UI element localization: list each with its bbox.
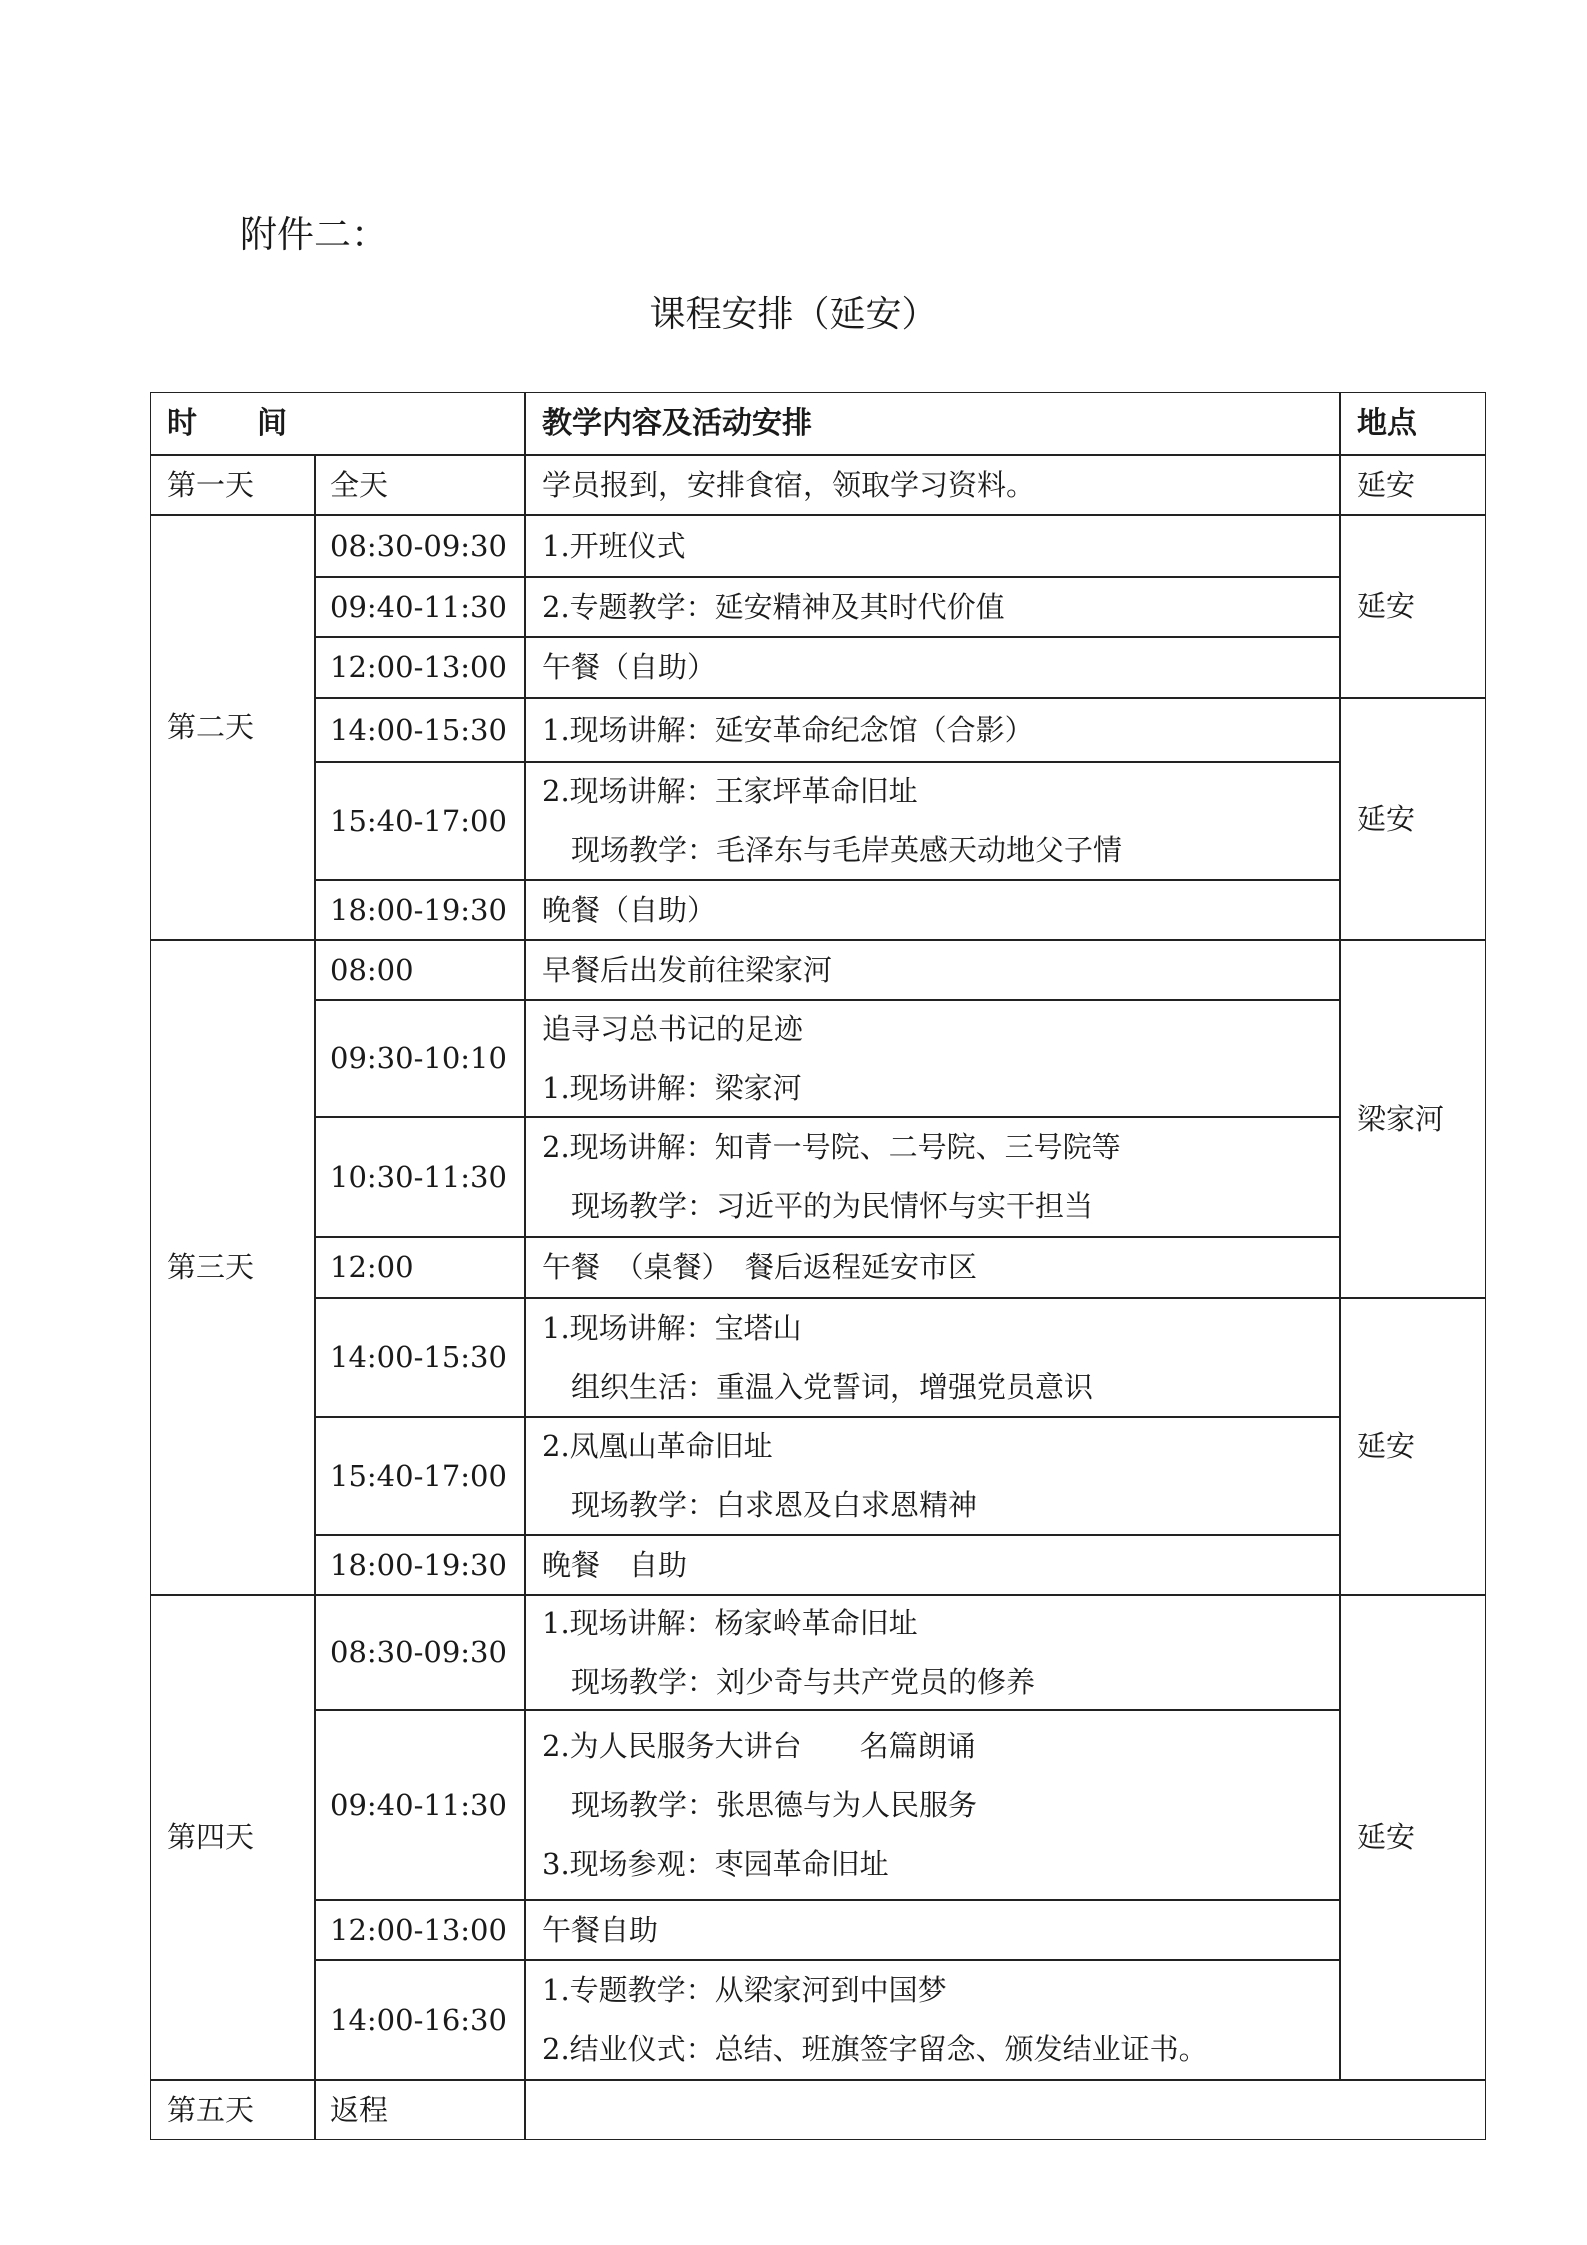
time-label: 18:00-19:30 — [330, 892, 507, 927]
activity-cell — [525, 515, 1340, 577]
day-label: 第五天 — [167, 2092, 255, 2127]
time-label: 08:30-09:30 — [330, 528, 507, 563]
time-label: 10:30-11:30 — [330, 1159, 507, 1194]
time-cell — [315, 637, 525, 698]
activity-line: 2.现场讲解：王家坪革命旧址 — [542, 774, 918, 808]
time-label: 09:40-11:30 — [330, 589, 507, 624]
activity-cell — [525, 762, 1340, 880]
place-cell — [1340, 515, 1486, 698]
activity-line: 2.专题教学：延安精神及其时代价值 — [542, 589, 1005, 624]
activity-line: 1.现场讲解：延安革命纪念馆（合影） — [542, 712, 1034, 747]
activity-line: 晚餐 自助 — [542, 1547, 688, 1582]
activity-line: 1.现场讲解：杨家岭革命旧址 — [542, 1605, 918, 1640]
time-cell — [315, 1417, 525, 1535]
activity-cell — [525, 1117, 1340, 1237]
place-cell — [1340, 1595, 1486, 2080]
activity-line: 2.现场讲解：知青一号院、二号院、三号院等 — [542, 1130, 1121, 1164]
activity-cell — [525, 1710, 1340, 1900]
time-cell — [315, 577, 525, 637]
activity-line: 2.凤凰山革命旧址 — [542, 1429, 773, 1463]
time-cell — [315, 762, 525, 880]
annex-label: 附件二： — [240, 213, 388, 256]
activity-cell — [525, 880, 1340, 940]
activity-cell — [525, 1417, 1340, 1535]
place-label: 延安 — [1357, 1820, 1416, 1854]
day-label: 第一天 — [167, 467, 255, 502]
activity-line: 现场教学：习近平的为民情怀与实干担当 — [542, 1189, 1094, 1223]
place-cell — [1340, 698, 1486, 940]
time-cell — [315, 1117, 525, 1237]
activity-line: 2.结业仪式：总结、班旗签字留念、颁发结业证书。 — [542, 2032, 1208, 2066]
place-label: 延安 — [1357, 801, 1416, 836]
activity-line: 午餐（自助） — [542, 650, 717, 684]
place-label: 延安 — [1357, 467, 1416, 502]
activity-line: 现场教学：白求恩及白求恩精神 — [542, 1488, 978, 1522]
place-label: 梁家河 — [1357, 1101, 1445, 1136]
day-cell — [150, 515, 315, 940]
activity-cell — [525, 1237, 1340, 1298]
activity-line: 1.专题教学：从梁家河到中国梦 — [542, 1973, 947, 2007]
time-label: 返程 — [330, 2092, 389, 2127]
activity-line: 1.现场讲解：宝塔山 — [542, 1310, 802, 1345]
activity-line: 现场教学：刘少奇与共产党员的修养 — [542, 1664, 1036, 1699]
day-cell — [150, 1595, 315, 2080]
header-content-label: 教学内容及活动安排 — [542, 406, 812, 441]
time-label: 全天 — [330, 467, 389, 502]
header-content — [525, 392, 1340, 455]
time-cell — [315, 515, 525, 577]
time-label: 14:00-15:30 — [330, 712, 507, 747]
activity-cell — [525, 940, 1340, 1000]
day-label: 第四天 — [167, 1820, 255, 1854]
time-cell — [315, 1000, 525, 1117]
time-cell — [315, 1298, 525, 1417]
day-cell — [150, 2080, 315, 2140]
activity-line: 学员报到，安排食宿，领取学习资料。 — [542, 467, 1036, 502]
time-cell — [315, 1595, 525, 1710]
activity-cell — [525, 577, 1340, 637]
time-label: 08:00 — [330, 952, 414, 987]
place-label: 延安 — [1357, 589, 1416, 623]
schedule-title: 课程安排（延安） — [649, 294, 938, 335]
activity-line: 组织生活：重温入党誓词，增强党员意识 — [542, 1369, 1094, 1404]
time-label: 12:00-13:00 — [330, 650, 507, 684]
place-cell — [1340, 1298, 1486, 1595]
day-label: 第三天 — [167, 1250, 255, 1284]
activity-cell — [525, 1000, 1340, 1117]
place-cell — [1340, 455, 1486, 515]
activity-line: 2.为人民服务大讲台 名篇朗诵 — [542, 1728, 976, 1763]
time-cell — [315, 1237, 525, 1298]
header-time-label: 时 间 — [167, 406, 287, 441]
day-cell — [150, 940, 315, 1595]
time-cell — [315, 880, 525, 940]
activity-cell — [525, 2080, 1486, 2140]
activity-line: 晚餐（自助） — [542, 892, 717, 927]
time-cell — [315, 1535, 525, 1595]
time-label: 18:00-19:30 — [330, 1547, 507, 1582]
time-cell — [315, 455, 525, 515]
activity-cell — [525, 698, 1340, 762]
time-label: 08:30-09:30 — [330, 1635, 507, 1669]
activity-line: 现场教学：毛泽东与毛岸英感天动地父子情 — [542, 833, 1123, 867]
header-place — [1340, 392, 1486, 455]
activity-cell — [525, 1298, 1340, 1417]
time-label: 09:30-10:10 — [330, 1041, 507, 1075]
activity-cell — [525, 1595, 1340, 1710]
time-label: 14:00-16:30 — [330, 2002, 507, 2037]
time-cell — [315, 2080, 525, 2140]
day-cell — [150, 455, 315, 515]
time-label: 09:40-11:30 — [330, 1787, 507, 1822]
activity-cell — [525, 455, 1340, 515]
time-label: 15:40-17:00 — [330, 1458, 507, 1493]
activity-line: 早餐后出发前往梁家河 — [542, 952, 833, 987]
activity-cell — [525, 637, 1340, 698]
activity-line: 1.现场讲解：梁家河 — [542, 1070, 802, 1105]
header-place-label: 地点 — [1357, 406, 1417, 441]
header-time — [150, 392, 525, 455]
activity-line: 午餐 （桌餐） 餐后返程延安市区 — [542, 1250, 978, 1284]
activity-line: 1.开班仪式 — [542, 528, 686, 563]
time-label: 14:00-15:30 — [330, 1340, 507, 1374]
time-cell — [315, 698, 525, 762]
time-cell — [315, 940, 525, 1000]
place-label: 延安 — [1357, 1429, 1416, 1463]
time-cell — [315, 1960, 525, 2080]
activity-cell — [525, 1900, 1340, 1960]
activity-cell — [525, 1535, 1340, 1595]
time-label: 12:00 — [330, 1250, 414, 1284]
time-label: 15:40-17:00 — [330, 803, 507, 838]
activity-line: 现场教学：张思德与为人民服务 — [542, 1787, 978, 1822]
place-cell — [1340, 940, 1486, 1298]
time-cell — [315, 1900, 525, 1960]
activity-line: 午餐自助 — [542, 1912, 659, 1947]
activity-line: 追寻习总书记的足迹 — [542, 1011, 804, 1046]
time-cell — [315, 1710, 525, 1900]
time-label: 12:00-13:00 — [330, 1912, 507, 1947]
activity-line: 3.现场参观：枣园革命旧址 — [542, 1846, 889, 1881]
activity-cell — [525, 1960, 1340, 2080]
day-label: 第二天 — [167, 710, 255, 744]
